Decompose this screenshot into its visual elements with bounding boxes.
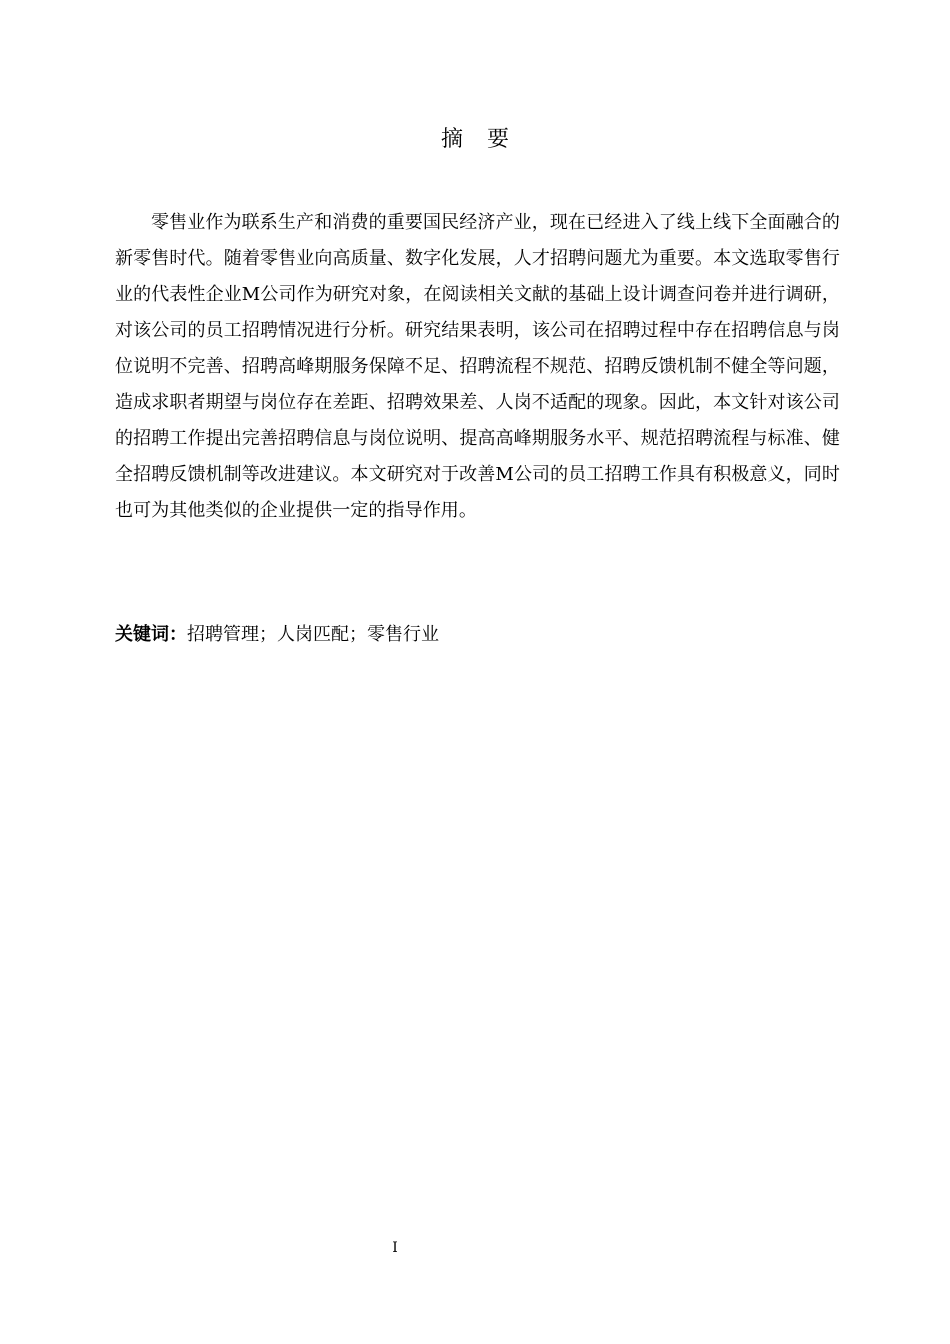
page-number: I: [392, 1240, 398, 1256]
abstract-title: 摘要: [440, 127, 533, 152]
abstract-body: [115, 205, 840, 529]
keywords-line: [115, 617, 840, 653]
abstract-paragraph: 零售业作为联系生产和消费的重要国民经济产业，现在已经进入了线上线下全面融合的新零售时代。随着零售业向高质量、数字化发展，人才招聘问题尤为重要。本文选取零售行业的代表性企业M公司作为研究对象，在阅读相关文献的基础上设计调查问卷并进行调研，对该公司的员工招聘情况进行分析。研究结果表明，该公司在招聘过程中存在招聘信息与岗位说明不完善、招聘高峰期服务保障不足、招聘流程不规范、招聘反馈机制不健全等问题，造成求职者期望与岗位存在差距、招聘效果差、人岗不适配的现象。因此，本文针对该公司的招聘工作提出完善招聘信息与岗位说明、提高高峰期服务水平、规范招聘流程与标准、健全招聘反馈机制等改进建议。本文研究对于改善M公司的员工招聘工作具有积极意义，同时也可为其他类似的企业提供一定的指导作用。: [115, 212, 840, 521]
keywords-label: 关键词：: [115, 624, 187, 645]
keywords-value: 招聘管理；人岗匹配；零售行业: [187, 624, 439, 645]
